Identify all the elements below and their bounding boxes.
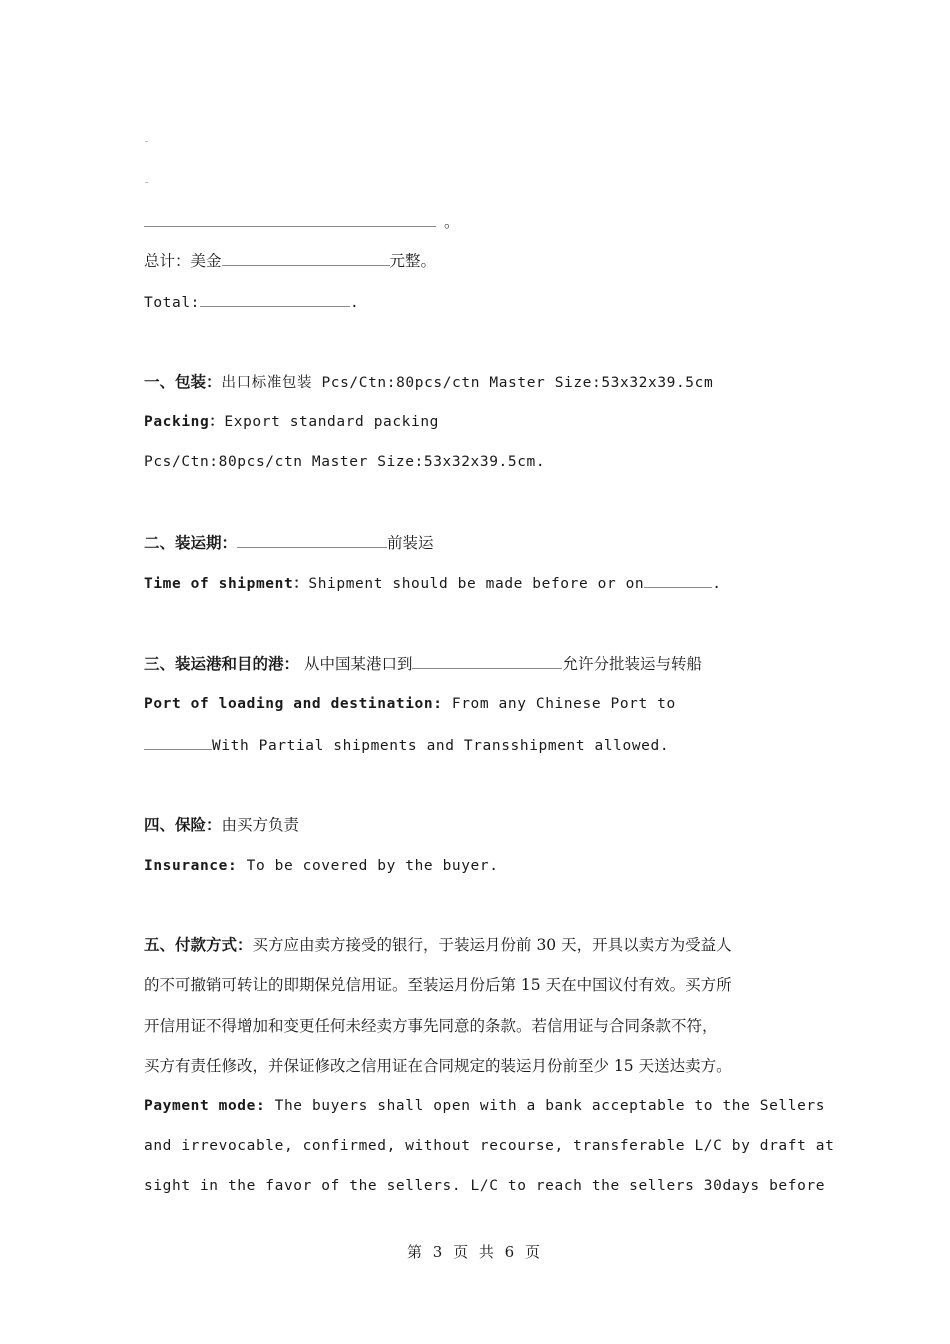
- section-heading: 一、包装：: [144, 372, 222, 391]
- payment-cn-1: [144, 935, 732, 955]
- payment-en-3: [144, 1176, 825, 1196]
- period: 。: [444, 213, 460, 231]
- section-text: and irrevocable, confirmed, without recourse, transferable L/C by draft at: [144, 1138, 835, 1154]
- period: .: [712, 576, 722, 592]
- packing-cn: [144, 372, 713, 393]
- section-text: With Partial shipments and Transshipment allowed.: [212, 738, 670, 754]
- section-heading: Port of loading and destination:: [144, 696, 443, 712]
- blank-field: [144, 211, 436, 227]
- section-heading: 五、付款方式：: [144, 935, 253, 954]
- shipment-en: [144, 572, 722, 594]
- total-cn-label: 总计：美金: [144, 252, 222, 270]
- payment-cn-2: [144, 975, 732, 995]
- section-heading: 二、装运期：: [144, 533, 238, 552]
- section-heading: Time of shipment：: [144, 576, 309, 592]
- section-text: 的不可撤销可转让的即期保兑信用证。至装运月份后第 15 天在中国议付有效。买方所: [144, 976, 732, 994]
- section-text: 开信用证不得增加和变更任何未经卖方事先同意的条款。若信用证与合同条款不符，: [144, 1017, 718, 1035]
- section-text: 由买方负责: [221, 816, 300, 834]
- payment-en-1: [144, 1096, 825, 1116]
- packing-en-2: [144, 452, 545, 472]
- blank-field: [144, 734, 212, 750]
- section-heading: Packing：: [144, 414, 225, 430]
- section-heading: 三、装运港和目的港：: [144, 654, 300, 673]
- blank-field: [644, 572, 712, 588]
- section-text: From any Chinese Port to: [442, 696, 676, 712]
- shipment-cn: [144, 532, 434, 553]
- section-text: To be covered by the buyer.: [237, 858, 499, 874]
- section-heading: 四、保险：: [144, 815, 222, 834]
- section-text: Export standard packing: [224, 414, 440, 430]
- blank-field: [222, 250, 390, 266]
- port-cn: [144, 653, 702, 674]
- packing-en: [144, 412, 439, 432]
- total-en-label: Total:: [144, 295, 200, 311]
- faint-mark: [145, 141, 148, 142]
- section-heading: Insurance:: [144, 858, 238, 874]
- section-text: 前装运: [387, 534, 434, 552]
- total-en-suffix: .: [349, 295, 360, 311]
- section-text: 从中国某港口到: [299, 655, 413, 673]
- fill-in-line: [144, 211, 460, 232]
- payment-cn-3: [144, 1016, 718, 1036]
- section-text: 买方应由卖方接受的银行，于装运月份前 30 天，开具以卖方为受益人: [252, 936, 732, 954]
- section-text: Pcs/Ctn:80pcs/ctn Master Size:53x32x39.5cm.: [144, 454, 546, 470]
- payment-cn-4: [144, 1056, 732, 1076]
- blank-field: [200, 291, 350, 307]
- payment-en-2: [144, 1136, 834, 1156]
- total-cn-suffix: 元整。: [389, 252, 437, 270]
- total-en-line: [144, 291, 359, 313]
- port-en: [144, 694, 676, 714]
- blank-field: [412, 653, 562, 669]
- blank-field: [237, 532, 387, 548]
- section-text: Shipment should be made before or on: [308, 576, 645, 592]
- total-cn-line: [144, 250, 436, 271]
- insurance-cn: [144, 815, 299, 835]
- insurance-en: [144, 856, 499, 876]
- page-number-footer: 第 3 页 共 6 页: [407, 1243, 543, 1261]
- section-text: 买方有责任修改，并保证修改之信用证在合同规定的装运月份前至少 15 天送达卖方。: [144, 1057, 732, 1075]
- section-text: The buyers shall open with a bank acceptable to the Sellers: [265, 1098, 826, 1114]
- section-heading: Payment mode:: [144, 1098, 266, 1114]
- section-text: sight in the favor of the sellers. L/C to reach the sellers 30days before: [144, 1178, 826, 1194]
- section-text: 出口标准包装 Pcs/Ctn:80pcs/ctn Master Size:53x32x39.5cm: [221, 375, 714, 391]
- section-text: 允许分批装运与转船: [562, 655, 702, 673]
- faint-mark: [145, 182, 148, 183]
- port-en-2: [144, 734, 669, 756]
